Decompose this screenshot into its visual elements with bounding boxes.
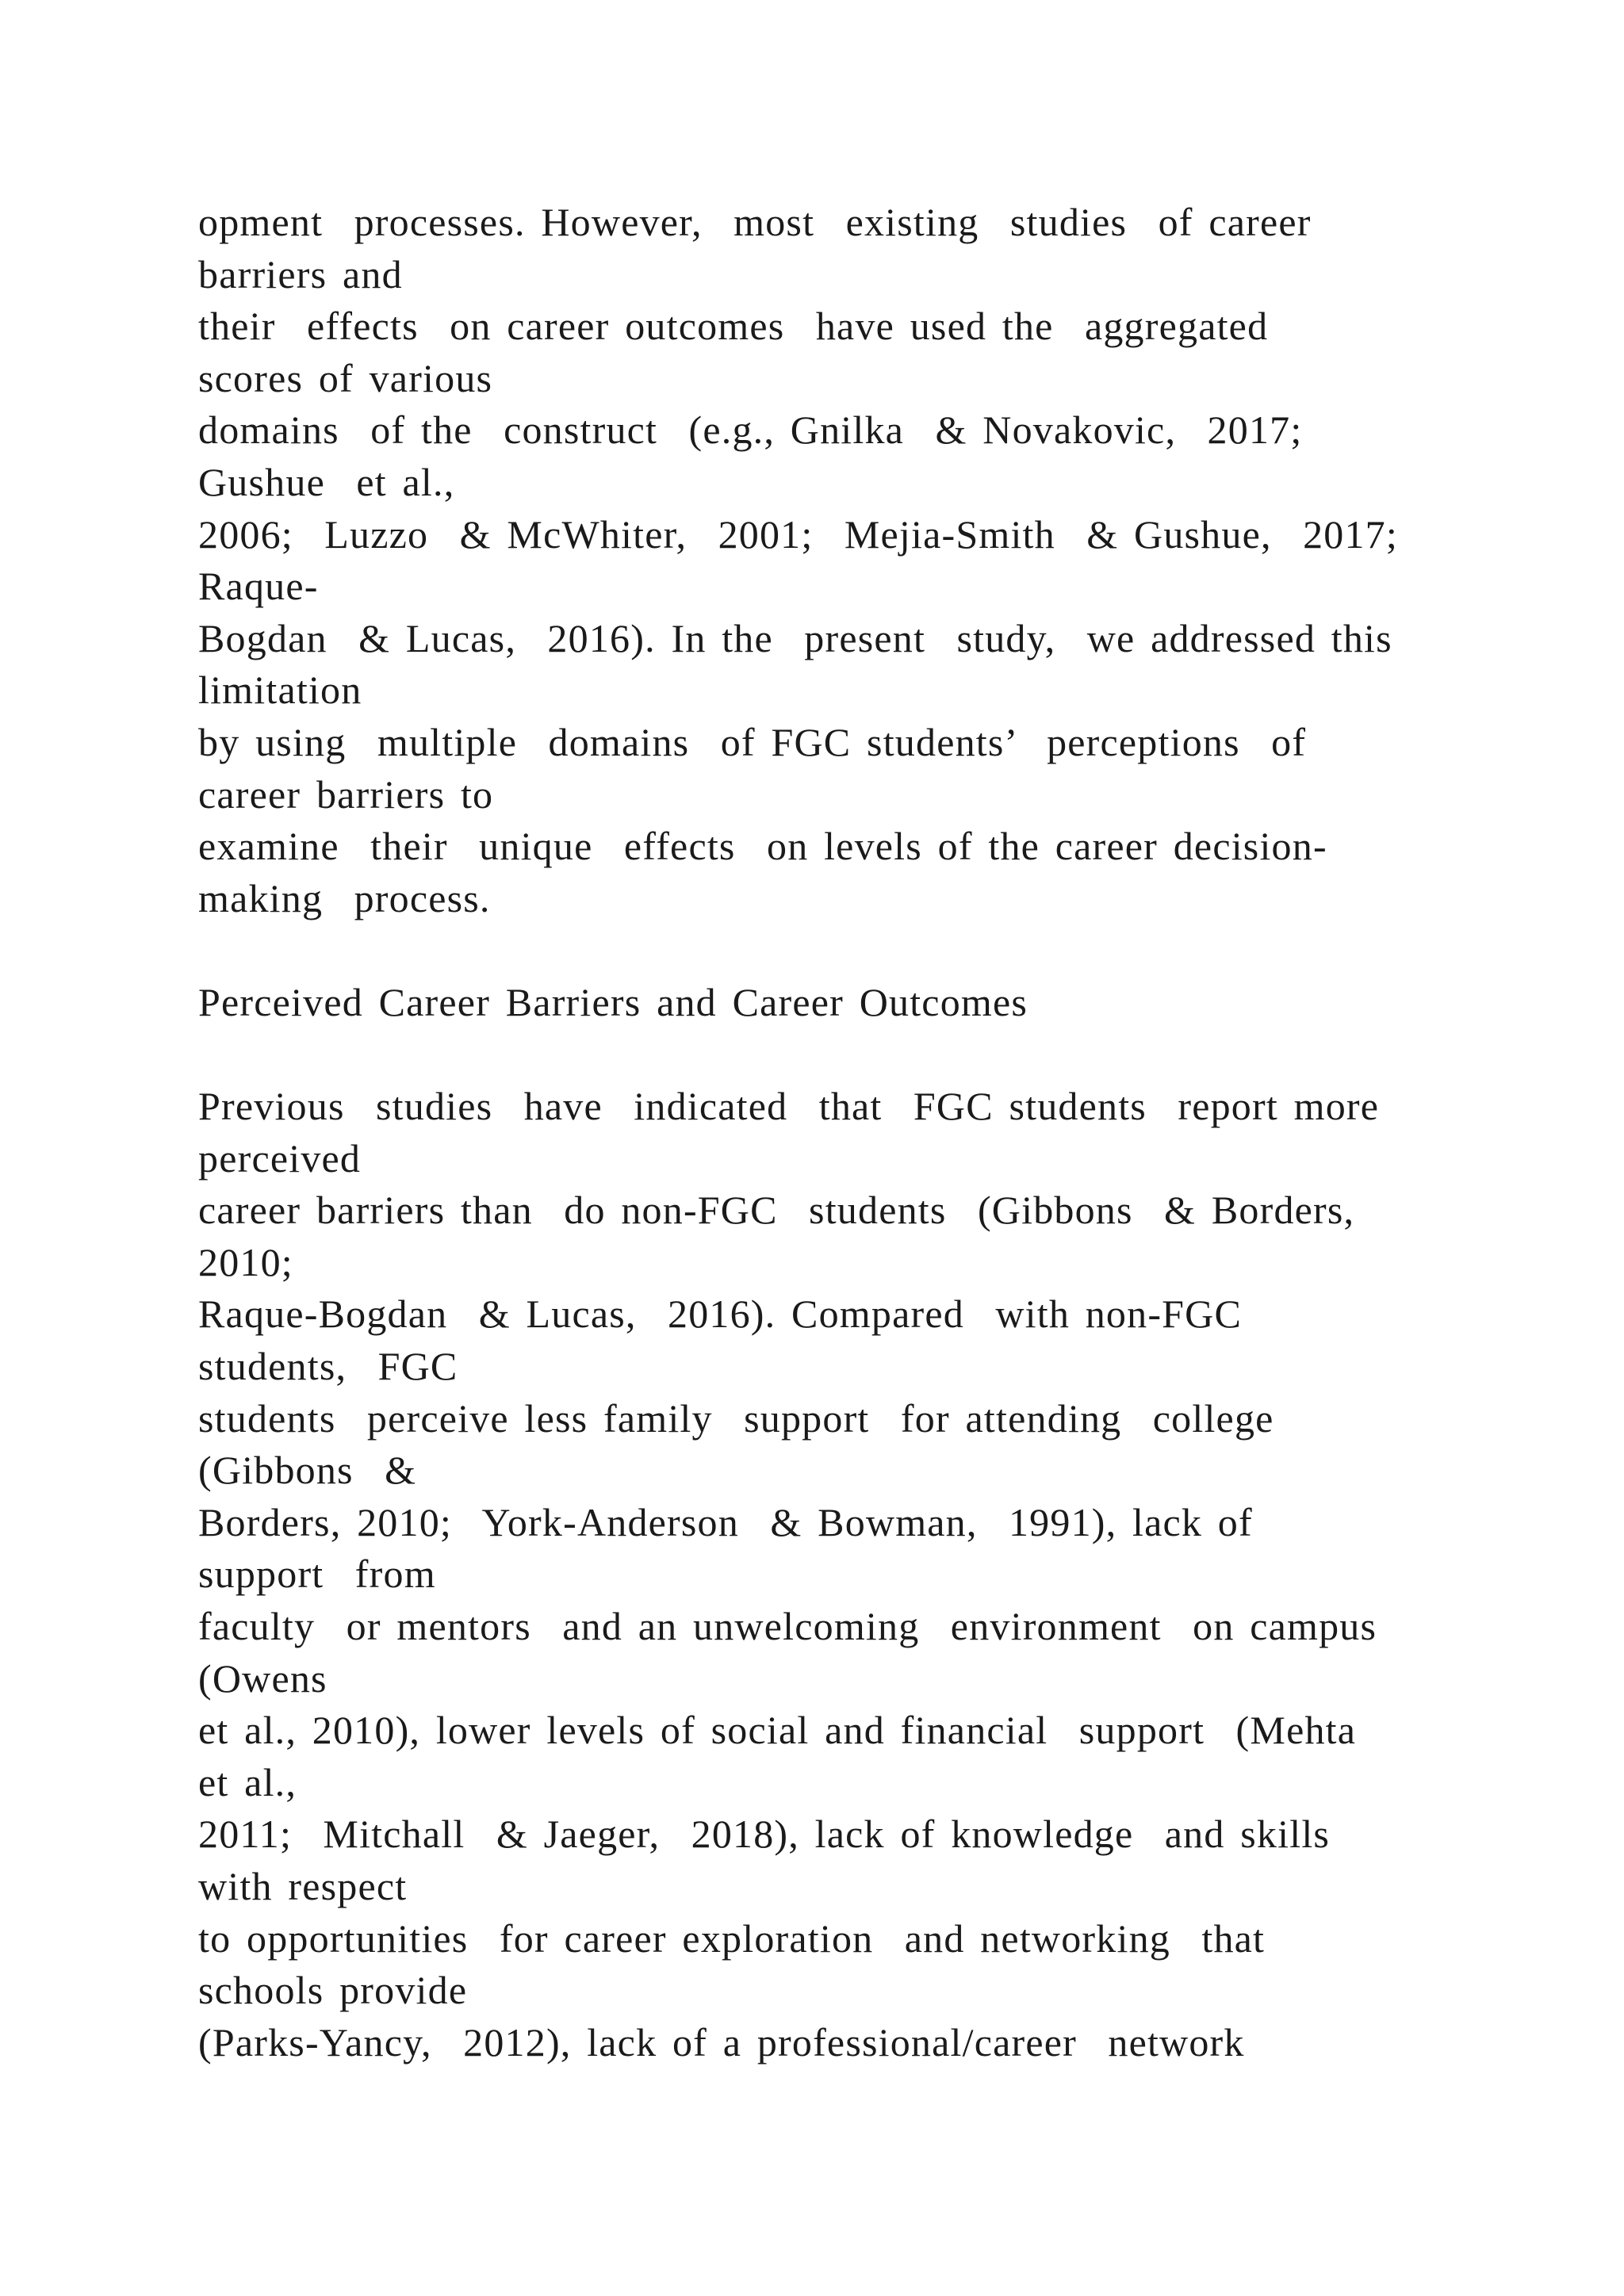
text-line: (Parks-Yancy, 2012), lack of a professional/career network bbox=[198, 2019, 1245, 2064]
text-line: et al., bbox=[198, 1759, 297, 1804]
text-line: Raque-Bogdan & Lucas, 2016). Compared with non-FGC bbox=[198, 1292, 1243, 1337]
section-heading: Perceived Career Barriers and Career Outcomes bbox=[198, 979, 1028, 1024]
text-line: Borders, 2010; York-Anderson & Bowman, 1991), lack of bbox=[198, 1499, 1253, 1544]
text-line: Raque- bbox=[198, 564, 319, 609]
text-line: limitation bbox=[198, 668, 362, 713]
text-line: to opportunities for career exploration and networking that bbox=[198, 1915, 1266, 1961]
text-line: examine their unique effects on levels of the career decision- bbox=[198, 824, 1327, 869]
text-line: Previous studies have indicated that FGC students report more bbox=[198, 1084, 1380, 1129]
blank-line bbox=[198, 924, 1499, 977]
text-line: with respect bbox=[198, 1864, 408, 1908]
text-line: perceived bbox=[198, 1135, 362, 1181]
text-line: career barriers than do non-FGC students (Gibbons & Borders, bbox=[198, 1188, 1355, 1233]
body-text bbox=[198, 197, 1499, 2068]
text-line: by using multiple domains of FGC students’ perceptions of bbox=[198, 719, 1307, 764]
text-line: students, FGC bbox=[198, 1344, 458, 1389]
text-line: 2011; Mitchall & Jaeger, 2018), lack of knowledge and skills bbox=[198, 1812, 1331, 1857]
text-line: et al., 2010), lower levels of social and financial support (Mehta bbox=[198, 1708, 1357, 1753]
text-line: career barriers to bbox=[198, 771, 494, 817]
text-line: 2010; bbox=[198, 1239, 293, 1284]
text-line: opment processes. However, most existing studies of career bbox=[198, 200, 1312, 244]
text-line: their effects on career outcomes have used the aggregated bbox=[198, 304, 1269, 349]
text-line: Gushue et al., bbox=[198, 459, 455, 504]
text-line: scores of various bbox=[198, 355, 493, 400]
text-line: faculty or mentors and an unwelcoming environment on campus bbox=[198, 1604, 1377, 1649]
text-line: support from bbox=[198, 1552, 436, 1597]
text-line: making process. bbox=[198, 875, 491, 920]
text-line: 2006; Luzzo & McWhiter, 2001; Mejia-Smith & Gushue, 2017; bbox=[198, 511, 1398, 557]
text-line: schools provide bbox=[198, 1968, 468, 2013]
text-line: (Owens bbox=[198, 1655, 327, 1701]
text-line: (Gibbons & bbox=[198, 1448, 417, 1493]
text-line: students perceive less family support for attending college bbox=[198, 1395, 1274, 1441]
text-line: Bogdan & Lucas, 2016). In the present study, we addressed this bbox=[198, 615, 1392, 660]
text-line: barriers and bbox=[198, 251, 403, 297]
blank-line bbox=[198, 1029, 1499, 1081]
text-line: domains of the construct (e.g., Gnilka & Novakovic, 2017; bbox=[198, 408, 1303, 453]
paragraph-2 bbox=[198, 1081, 1499, 2068]
paragraph-1 bbox=[198, 197, 1499, 924]
